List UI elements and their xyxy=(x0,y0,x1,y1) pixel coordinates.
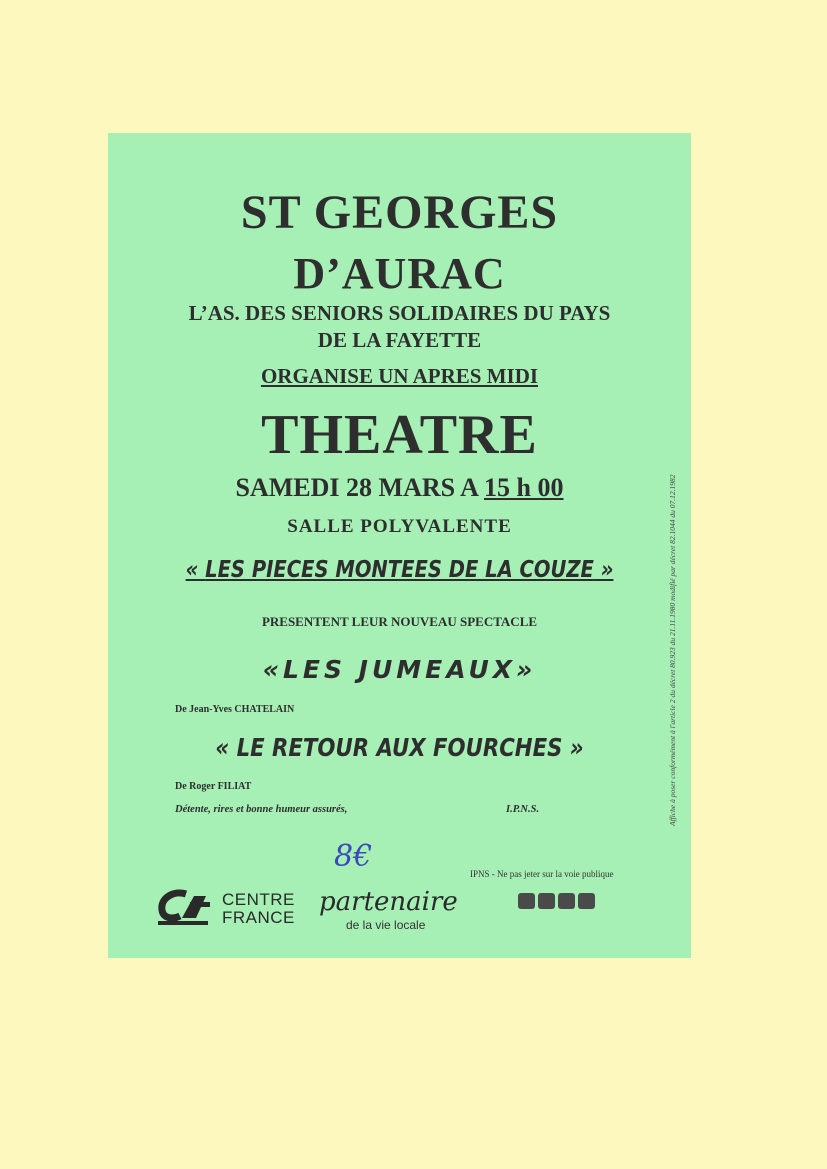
paper-icon xyxy=(578,893,595,909)
date-line xyxy=(108,473,691,503)
recycle-icon xyxy=(518,893,535,909)
village-name-line2: D’AURAC xyxy=(293,249,506,298)
play1-title: «LES JUMEAUX» xyxy=(262,655,537,684)
flyer xyxy=(108,133,691,958)
bin-icon xyxy=(558,893,575,909)
association-line1: L’AS. DES SENIORS SOLIDAIRES DU PAYS xyxy=(188,301,611,325)
venue: SALLE POLYVALENTE xyxy=(287,516,512,537)
troupe-name: LES PIECES MONTEES DE LA COUZE xyxy=(205,557,594,583)
triman-icon xyxy=(538,893,555,909)
presentent-line: PRESENTENT LEUR NOUVEAU SPECTACLE xyxy=(261,614,538,629)
troupe-line xyxy=(152,557,648,583)
organise-line xyxy=(108,364,691,389)
date-text: SAMEDI 28 MARS A xyxy=(235,473,484,502)
sponsor-line1: CENTRE xyxy=(222,890,295,909)
recycling-icons xyxy=(518,893,595,909)
credit-agricole-logo xyxy=(156,888,212,928)
troupe-close-quote: » xyxy=(593,557,614,583)
vertical-legal-note: Affiche à poser conformément à l'article 2 du décret 80.923 du 21.11.1980 modifié par décret 82.1044 du 07.12.1982 xyxy=(668,474,677,826)
sponsor-line2: FRANCE xyxy=(222,908,295,927)
price: 8€ xyxy=(334,839,373,874)
ipns-notice: IPNS - Ne pas jeter sur la voie publique xyxy=(470,869,614,879)
event-title: THEATRE xyxy=(261,404,538,466)
village-name-line1: ST GEORGES xyxy=(240,186,559,239)
play2-author: De Roger FILIAT xyxy=(175,781,252,792)
troupe-open-quote: « xyxy=(185,557,206,583)
play1-author: De Jean-Yves CHATELAIN xyxy=(175,704,295,715)
association-line2: DE LA FAYETTE xyxy=(317,328,482,352)
play2-title: « LE RETOUR AUX FOURCHES » xyxy=(215,733,584,762)
partner-sublabel: de la vie locale xyxy=(346,918,426,932)
organise-text: ORGANISE UN APRES MIDI xyxy=(260,364,539,388)
ipns-label: I.P.N.S. xyxy=(506,804,540,815)
troupe-text xyxy=(186,557,614,583)
partner-label: partenaire xyxy=(319,887,458,917)
time-text: 15 h 00 xyxy=(484,473,564,502)
tagline: Détente, rires et bonne humeur assurés, xyxy=(175,804,348,815)
sponsor-name xyxy=(222,891,295,927)
